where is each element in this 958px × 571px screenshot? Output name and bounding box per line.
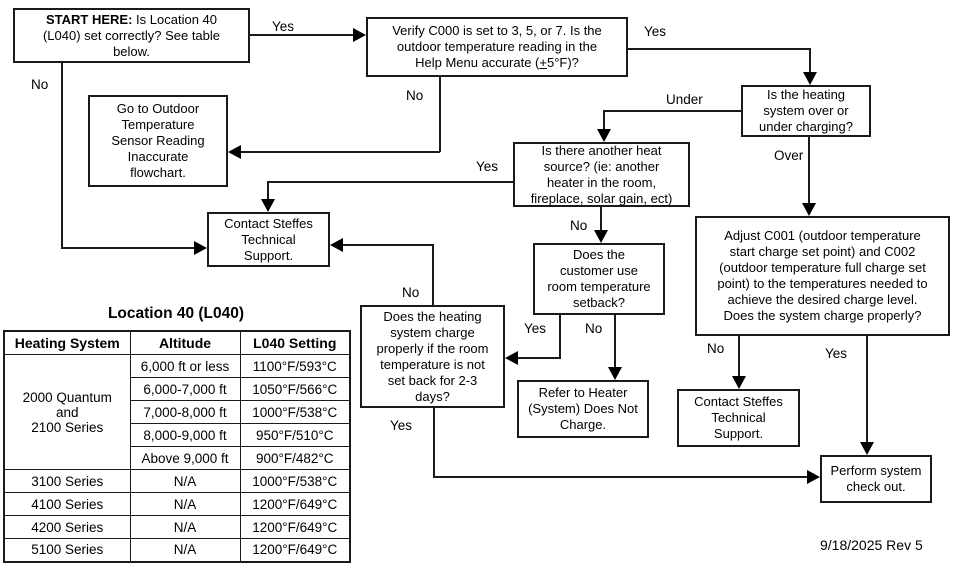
table-row: 8,000-9,000 ft 950°F/510°C bbox=[4, 424, 350, 447]
table-row: 3100 Series N/A 1000°F/538°C bbox=[4, 470, 350, 493]
arrow-down bbox=[732, 376, 746, 389]
node-adjust-c001-c002: Adjust C001 (outdoor temperature start charge set point) and C002 (outdoor temperature full charge set point) to the temperatures needed to achieve the desired charge level. Does the system charge properly? bbox=[695, 216, 950, 336]
node-perform-checkout: Perform system check out. bbox=[820, 455, 932, 503]
node-refer-does-not-charge: Refer to Heater (System) Does Not Charge. bbox=[517, 380, 649, 438]
node-start: START HERE: Is Location 40 (L040) set correctly? See table below. bbox=[13, 8, 250, 63]
connector-over-v bbox=[808, 137, 810, 204]
arrow-down bbox=[803, 72, 817, 85]
table-row: 2000 Quantum and 2100 Series 6,000 ft or less 1100°F/593°C bbox=[4, 355, 350, 378]
table-row: Above 9,000 ft 900°F/482°C bbox=[4, 447, 350, 470]
connector-setback-yes-h bbox=[518, 357, 560, 359]
revision-date: 9/18/2025 Rev 5 bbox=[820, 537, 923, 553]
edge-label-setback-yes: Yes bbox=[524, 321, 547, 336]
arrow-down bbox=[802, 203, 816, 216]
connector-verify-yes-v bbox=[809, 48, 811, 73]
table-row: 6,000-7,000 ft 1050°F/566°C bbox=[4, 378, 350, 401]
node-charge-without-setback: Does the heating system charge properly if the room temperature is not set back for 2-3 days? bbox=[360, 305, 505, 408]
arrow-right bbox=[194, 241, 207, 255]
arrow-down bbox=[594, 230, 608, 243]
arrow-down bbox=[860, 442, 874, 455]
table-row: 5100 Series N/A 1200°F/649°C bbox=[4, 539, 350, 562]
node-another-heat-source: Is there another heat source? (ie: another heater in the room, fireplace, solar gain, ect) bbox=[513, 142, 690, 207]
arrow-down bbox=[261, 199, 275, 212]
node-verify-c000: Verify C000 is set to 3, 5, or 7. Is the outdoor temperature reading in the Help Menu accurate (+5°F)? bbox=[366, 17, 628, 77]
connector-setback-no-v bbox=[614, 315, 616, 368]
edge-label-over: Over bbox=[774, 148, 804, 163]
table-title: Location 40 (L040) bbox=[107, 305, 245, 322]
connector-charge-no-v bbox=[432, 244, 434, 306]
connector-start-yes bbox=[250, 34, 354, 36]
edge-label-start-yes: Yes bbox=[272, 19, 295, 34]
plus-minus-symbol: + bbox=[539, 55, 547, 70]
connector-heat-source-yes-h bbox=[267, 181, 515, 183]
edge-label-charge-yes: Yes bbox=[390, 418, 413, 433]
edge-label-heat-source-yes: Yes bbox=[476, 159, 499, 174]
connector-verify-yes-h bbox=[627, 48, 811, 50]
table-row: 4200 Series N/A 1200°F/649°C bbox=[4, 516, 350, 539]
arrow-right bbox=[807, 470, 820, 484]
edge-label-start-no: No bbox=[31, 77, 49, 92]
merged-system-cell: 2000 Quantum and 2100 Series bbox=[4, 355, 130, 470]
arrow-right bbox=[353, 28, 366, 42]
connector-heat-source-yes-v bbox=[267, 181, 269, 200]
connector-verify-no-h bbox=[241, 151, 440, 153]
connector-start-no-v bbox=[61, 63, 63, 249]
node-contact-support-1: Contact Steffes Technical Support. bbox=[207, 212, 330, 267]
edge-label-under: Under bbox=[666, 92, 703, 107]
table-header-row bbox=[4, 331, 350, 355]
col-header-heating-system: Heating System bbox=[4, 331, 130, 355]
arrow-left bbox=[330, 238, 343, 252]
arrow-left bbox=[505, 351, 518, 365]
start-here-bold: START HERE: bbox=[46, 11, 133, 27]
node-outdoor-sensor-flowchart: Go to Outdoor Temperature Sensor Reading Inaccurate flowchart. bbox=[88, 95, 228, 187]
connector-start-no-h bbox=[61, 247, 195, 249]
connector-charge-yes-v bbox=[433, 408, 435, 477]
edge-label-verify-yes: Yes bbox=[644, 24, 667, 39]
edge-label-heat-source-no: No bbox=[570, 218, 588, 233]
col-header-l040-setting: L040 Setting bbox=[240, 331, 350, 355]
node-room-setback: Does the customer use room temperature setback? bbox=[533, 243, 665, 315]
start-line-1: START HERE: Is Location 40 bbox=[46, 11, 217, 27]
connector-verify-no-v bbox=[439, 77, 441, 152]
connector-adjust-no-v bbox=[738, 336, 740, 377]
arrow-down bbox=[608, 367, 622, 380]
arrow-left bbox=[228, 145, 241, 159]
edge-label-setback-no: No bbox=[585, 321, 603, 336]
connector-under-h bbox=[603, 110, 741, 112]
connector-charge-no-h bbox=[343, 244, 434, 246]
table-row: 7,000-8,000 ft 1000°F/538°C bbox=[4, 401, 350, 424]
connector-charge-yes-h bbox=[433, 476, 808, 478]
arrow-down bbox=[597, 129, 611, 142]
node-contact-support-2: Contact Steffes Technical Support. bbox=[677, 389, 800, 447]
edge-label-charge-no: No bbox=[402, 285, 420, 300]
connector-heat-source-no-v bbox=[600, 207, 602, 231]
col-header-altitude: Altitude bbox=[130, 331, 240, 355]
edge-label-verify-no: No bbox=[406, 88, 424, 103]
edge-label-adjust-no: No bbox=[707, 341, 725, 356]
connector-under-v bbox=[603, 110, 605, 130]
table-row: 4100 Series N/A 1200°F/649°C bbox=[4, 493, 350, 516]
edge-label-adjust-yes: Yes bbox=[825, 346, 848, 361]
connector-setback-yes-v bbox=[559, 315, 561, 359]
node-over-under-charging: Is the heating system over or under charging? bbox=[741, 85, 871, 137]
verify-line-3: Help Menu accurate (+5°F)? bbox=[415, 55, 579, 70]
l040-settings-table bbox=[3, 330, 351, 563]
connector-adjust-yes-v bbox=[866, 336, 868, 443]
